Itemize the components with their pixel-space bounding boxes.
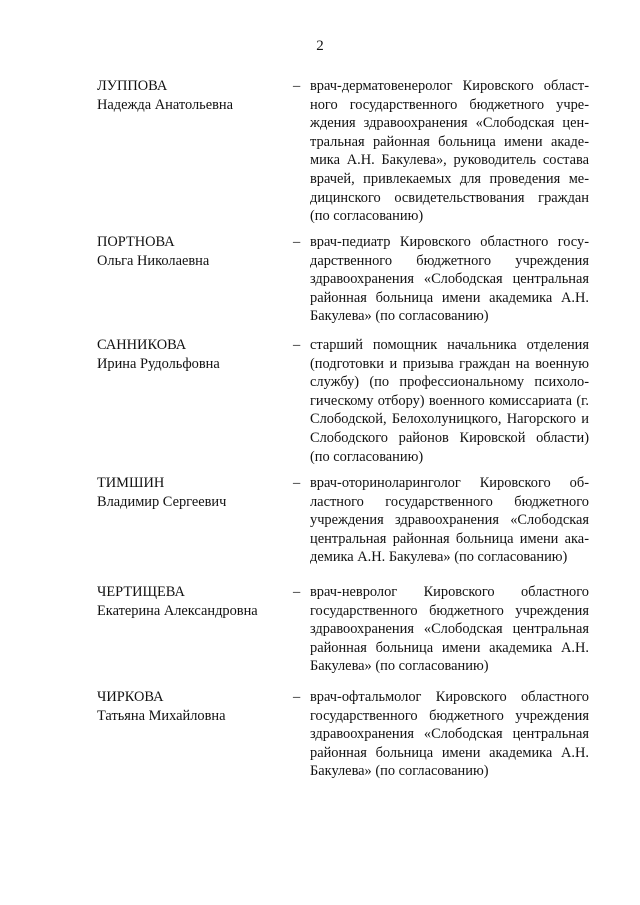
separator-dash: –: [293, 584, 301, 600]
person-given-names: Ольга Николаевна: [97, 252, 210, 269]
person-name: [97, 336, 287, 373]
person-name: [97, 77, 287, 114]
person-role: старший помощник начальника отделения (подготовки и призыва граждан на военную службу) (по профессиональному психологическому отбору) военного комиссариата (г. Слободской, Белохолуницкого, Нагорского и Слободского районов Кировской области) (по согласованию): [310, 337, 589, 465]
person-surname: ЧЕРТИЩЕВА: [97, 584, 185, 600]
person-name: [97, 474, 287, 511]
separator-dash: –: [293, 337, 301, 353]
separator-dash: –: [293, 78, 301, 94]
person-given-names: Ирина Рудольфовна: [97, 355, 220, 372]
person-role: врач-дерматовенеролог Кировского областного государственного бюджетного учреждения здравоохранения «Слободская центральная районная больница имени академика А.Н. Бакулева», руководитель состава врачей, привлекаемых для проведения медицинского освидетельствования граждан (по согласованию): [310, 78, 589, 225]
person-role: врач-офтальмолог Кировского областного государственного бюджетного учреждения здравоохранения «Слободская центральная районная больница имени академика А.Н. Бакулева» (по согласованию): [310, 689, 589, 780]
person-name: [97, 583, 287, 620]
separator-dash: –: [293, 475, 301, 491]
person-name: [97, 233, 287, 270]
person-role: врач-педиатр Кировского областного государственного бюджетного учреждения здравоохранения «Слободская центральная районная больница имени академика А.Н. Бакулева» (по согласованию): [310, 234, 589, 325]
person-given-names: Надежда Анатольевна: [97, 96, 233, 113]
person-role: врач-невролог Кировского областного государственного бюджетного учреждения здравоохранения «Слободская центральная районная больница имени академика А.Н. Бакулева» (по согласованию): [310, 584, 589, 675]
person-name: [97, 688, 287, 725]
person-surname: ЧИРКОВА: [97, 689, 164, 705]
person-given-names: Татьяна Михайловна: [97, 707, 226, 724]
separator-dash: –: [293, 234, 301, 250]
page-number: 2: [316, 38, 324, 54]
person-surname: ТИМШИН: [97, 475, 165, 491]
person-surname: ЛУППОВА: [97, 78, 168, 94]
person-given-names: Екатерина Александровна: [97, 602, 258, 619]
person-surname: ПОРТНОВА: [97, 234, 175, 250]
separator-dash: –: [293, 689, 301, 705]
person-role: врач-оториноларинголог Кировского областного государственного бюджетного учреждения здравоохранения «Слободская центральная районная больница имени академика А.Н. Бакулева» (по согласованию): [310, 475, 589, 566]
person-given-names: Владимир Сергеевич: [97, 493, 227, 510]
person-surname: САННИКОВА: [97, 337, 187, 353]
